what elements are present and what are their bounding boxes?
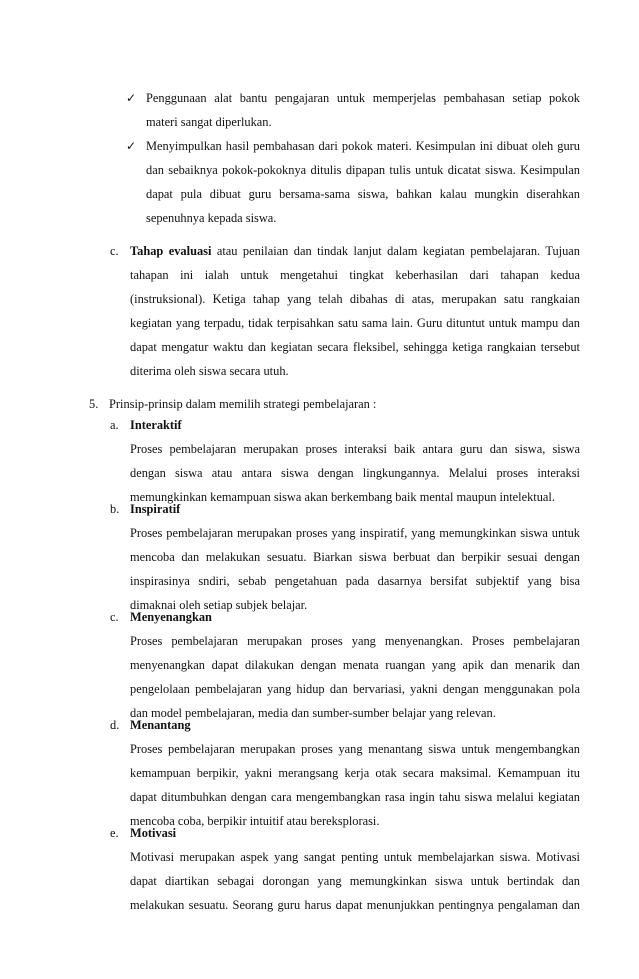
text-line: materi sangat diperlukan.: [146, 115, 272, 129]
principle-interaktif: [110, 413, 580, 509]
text-line: memungkinkan kemampuan siswa akan berkembang baik mental maupun intelektual.: [130, 490, 555, 504]
text-line: Motivasi merupakan aspek yang sangat penting untuk membelajarkan siswa. Motivasi: [130, 850, 580, 864]
text-line: Proses pembelajaran merupakan proses yang menantang siswa untuk mengembangkan: [130, 742, 580, 756]
item-tahap-evaluasi: [110, 239, 580, 383]
text-line: Proses pembelajaran merupakan proses interaksi baik antara guru dan siswa, siswa: [130, 442, 580, 456]
text-line: sepenuhnya kepada siswa.: [146, 211, 277, 225]
text-line: Proses pembelajaran merupakan proses yang menyenangkan. Proses pembelajaran: [130, 634, 580, 648]
text-line: pengelolaan pembelajaran yang hidup dan bervariasi, yakni dengan menggunakan pola: [130, 682, 580, 696]
principle-title: Inspiratif: [130, 502, 181, 516]
principle-title: Menantang: [130, 718, 191, 732]
text-line: dapat ditumbuhkan dengan cara mengembangkan rasa ingin tahu siswa melalui kegiatan: [130, 790, 580, 804]
list-marker: a.: [110, 418, 119, 432]
text-line: (instruksional). Ketiga tahap yang telah dibahas di atas, merupakan satu rangkaian: [130, 292, 580, 306]
text-line: Tahap evaluasi atau penilaian dan tindak lanjut dalam kegiatan pembelajaran. Tujuan: [130, 244, 580, 258]
text-line: mencoba dan melakukan sesuatu. Biarkan siswa berbuat dan berpikir sesuai dengan: [130, 550, 580, 564]
text-line: Menyimpulkan hasil pembahasan dari pokok materi. Kesimpulan ini dibuat oleh guru: [146, 139, 580, 153]
section-title: Prinsip-prinsip dalam memilih strategi pembelajaran :: [109, 397, 377, 411]
check-bullet-1: [126, 86, 580, 134]
check-icon: ✓: [126, 91, 137, 105]
list-marker: b.: [110, 502, 120, 516]
text-line: Proses pembelajaran merupakan proses yang inspiratif, yang memungkinkan siswa untuk: [130, 526, 580, 540]
list-marker: c.: [110, 610, 119, 624]
text-line: mencoba coba, berpikir intuitif atau bereksplorasi.: [130, 814, 380, 828]
text-line: dengan siswa atau antara siswa dengan lingkungannya. Melalui proses interaksi: [130, 466, 580, 480]
text-line: Penggunaan alat bantu pengajaran untuk memperjelas pembahasan setiap pokok: [146, 91, 580, 105]
principle-motivasi: [110, 821, 580, 917]
list-marker: d.: [110, 718, 120, 732]
text-line: tahapan ini ialah untuk mengetahui tingkat keberhasilan dari tahapan kedua: [130, 268, 580, 282]
text-line: diterima oleh siswa secara utuh.: [130, 364, 289, 378]
section-number: 5.: [89, 397, 99, 411]
principle-title: Motivasi: [130, 826, 177, 840]
principle-menyenangkan: [110, 605, 580, 725]
check-bullet-2: [126, 134, 580, 230]
text-line: kegiatan yang terpadu, tidak terpisahkan satu sama lain. Guru dituntut untuk mampu dan: [130, 316, 580, 330]
bold-lead: Tahap evaluasi: [130, 244, 212, 258]
text-line: dapat mengatur waktu dan kegiatan secara fleksibel, sehingga ketiga rangkaian tersebut: [130, 340, 580, 354]
principle-title: Menyenangkan: [130, 610, 212, 624]
text-line: dan model pembelajaran, media dan sumber-sumber belajar yang relevan.: [130, 706, 496, 720]
principle-menantang: [110, 713, 580, 833]
text-line: melakukan sesuatu. Seorang guru harus dapat menunjukkan pentingnya pengalaman dan: [130, 898, 580, 912]
text-line: kemampuan berpikir, yakni merangsang kerja otak secara maksimal. Kemampuan itu: [130, 766, 580, 780]
principle-title: Interaktif: [130, 418, 182, 432]
text-line: dapat pula dibuat guru bersama-sama siswa, bahkan kalau mungkin diserahkan: [146, 187, 580, 201]
text-line: menyenangkan dapat dilakukan dengan menata ruangan yang apik dan menarik dan: [130, 658, 580, 672]
check-icon: ✓: [126, 139, 137, 153]
text-line: inspirasinya sndiri, sebab pengetahuan pada dasarnya bersifat subjektif yang bisa: [130, 574, 580, 588]
text-line: dimaknai oleh setiap subjek belajar.: [130, 598, 308, 612]
text-line: dan sebaiknya pokok-pokoknya ditulis dipapan tulis untuk dicatat siswa. Kesimpulan: [146, 163, 580, 177]
text-line: dapat diartikan sebagai dorongan yang memungkinkan siswa untuk bertindak dan: [130, 874, 580, 888]
list-marker: e.: [110, 826, 119, 840]
principle-inspiratif: [110, 497, 580, 617]
list-marker: c.: [110, 244, 119, 258]
